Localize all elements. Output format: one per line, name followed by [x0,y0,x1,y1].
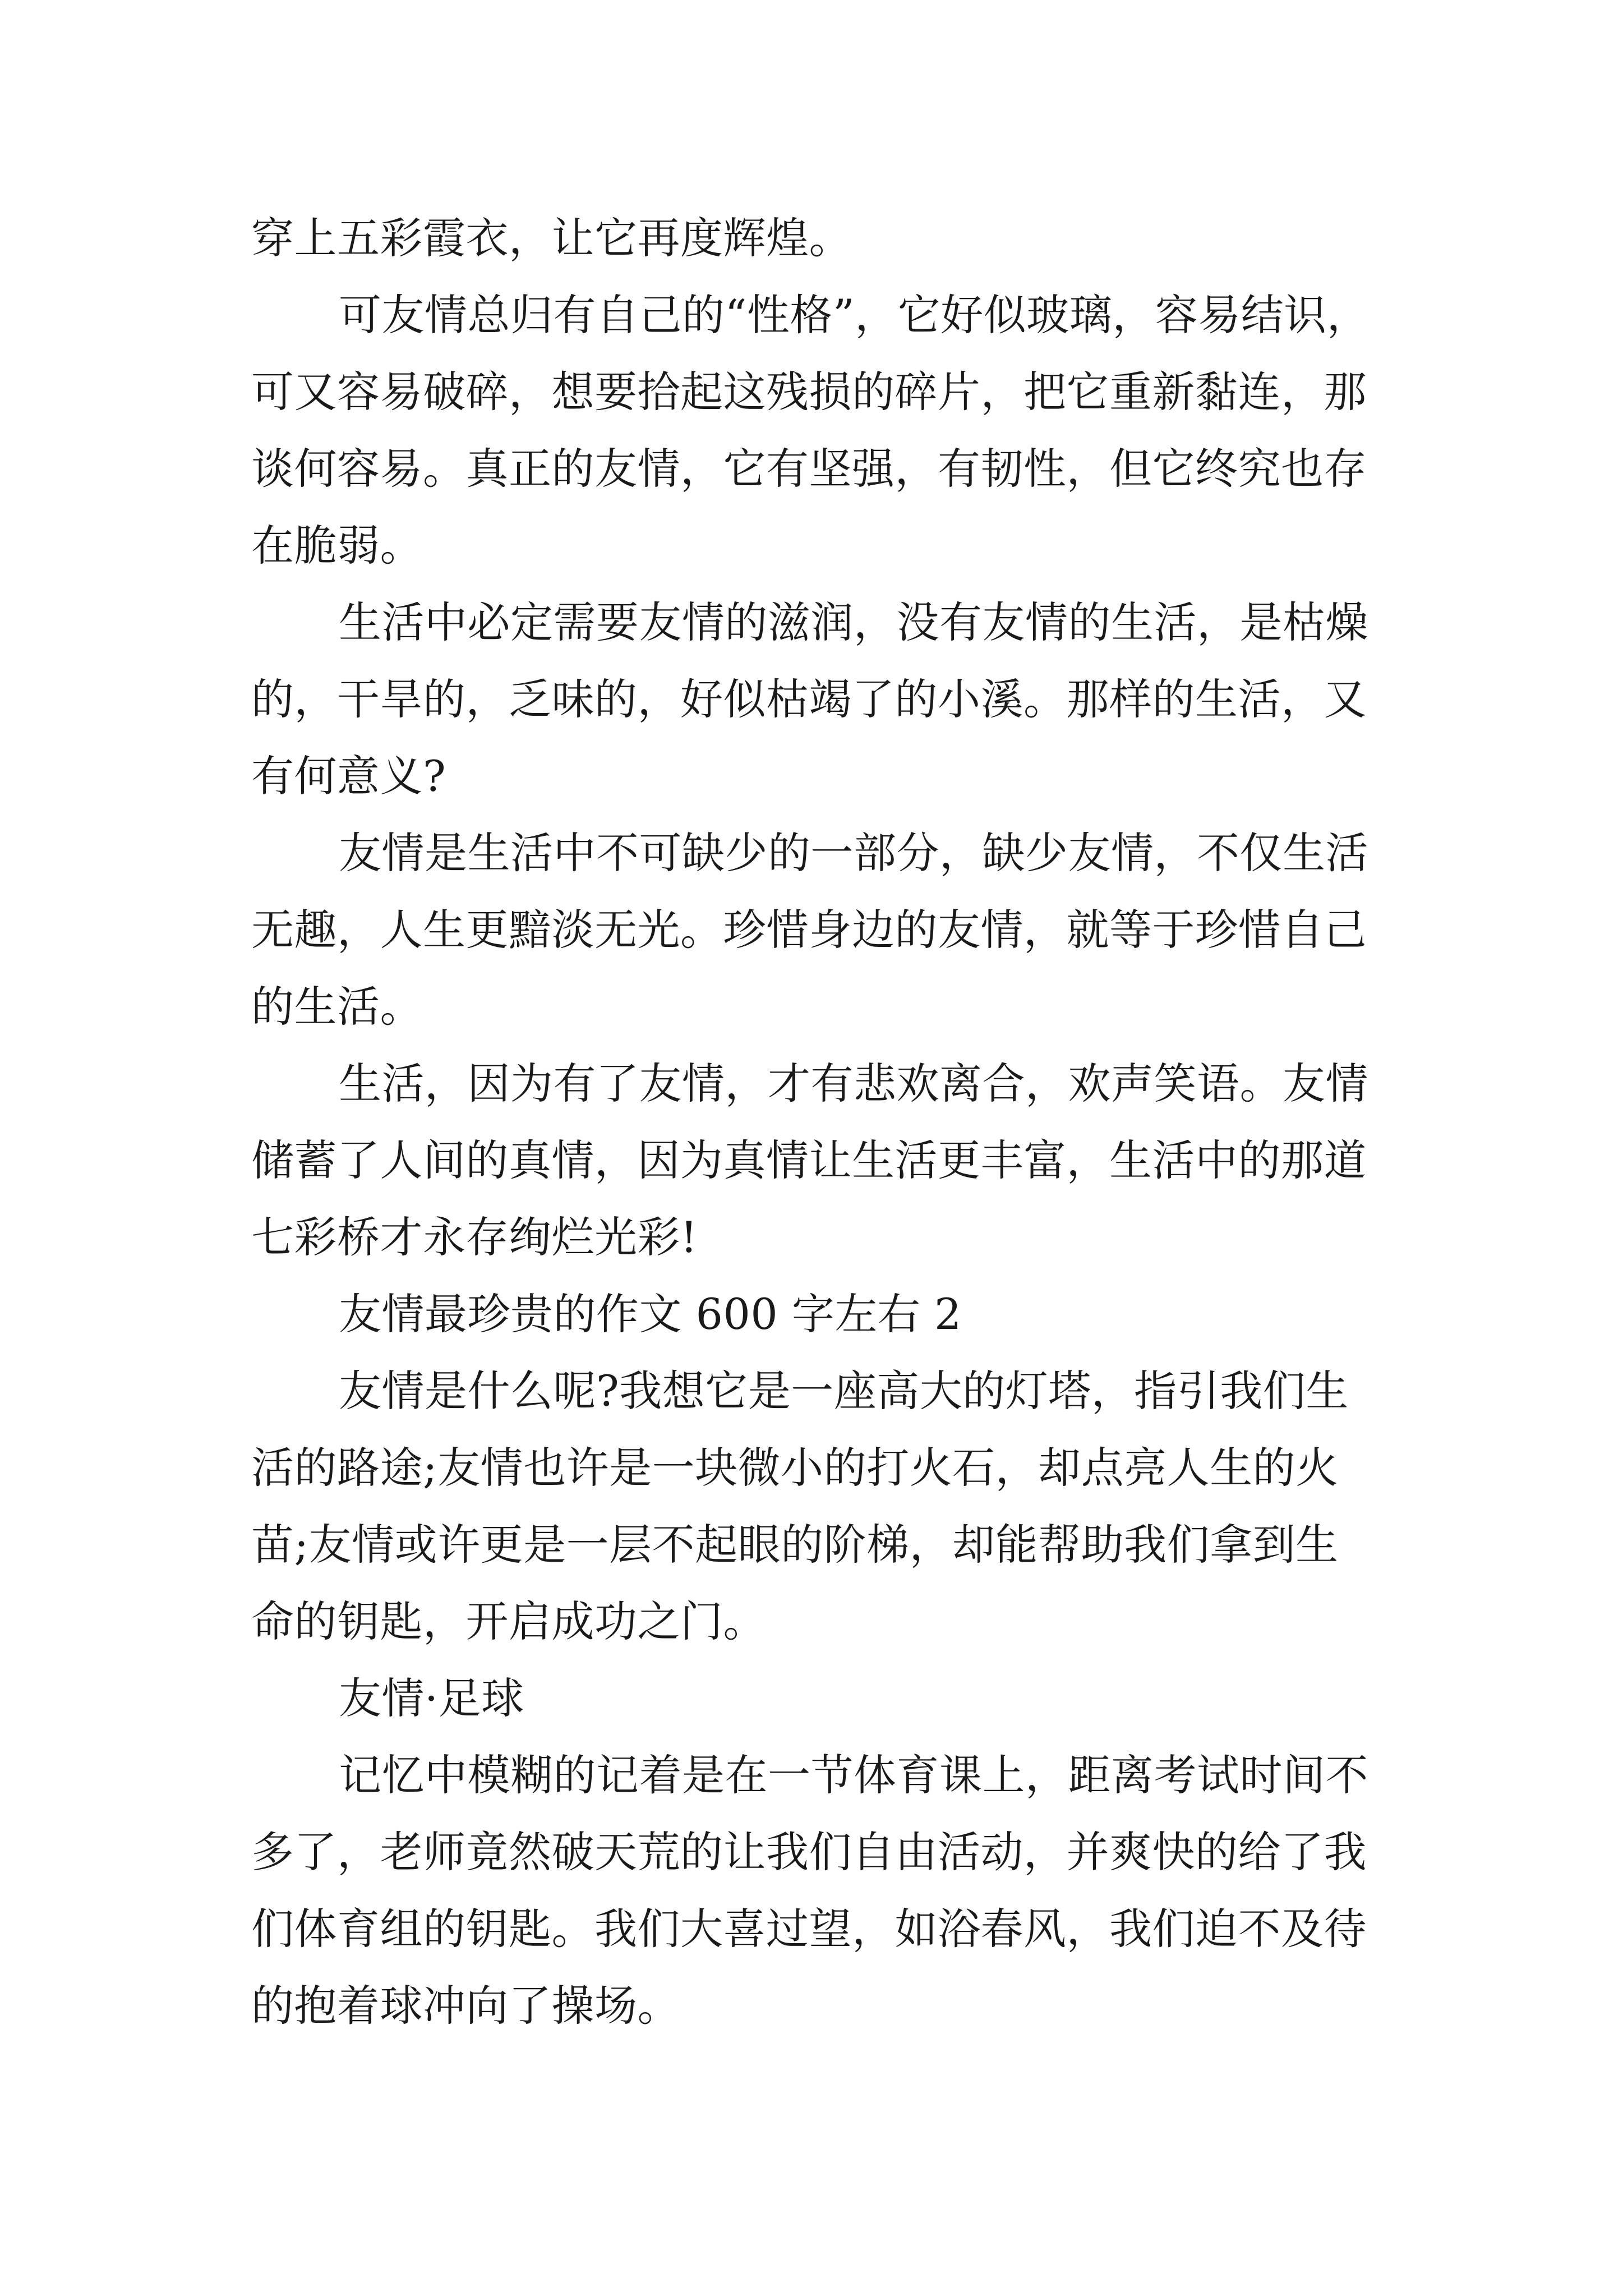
section-subheading: 友情·足球 [339,1673,524,1723]
essay-heading: 友情最珍贵的作文 600 字左右 2 [339,1289,962,1339]
text-line: 可又容易破碎，想要拾起这残损的碎片，把它重新黏连，那 [251,367,1367,417]
body-text [251,200,1401,2044]
text-line: 活的路途;友情也许是一块微小的打火石，却点亮人生的火 [251,1443,1339,1493]
paragraph-start-line: 友情是什么呢?我想它是一座高大的灯塔，指引我们生 [339,1366,1349,1416]
text-line: 在脆弱。 [251,521,423,570]
paragraph-start-line: 生活，因为有了友情，才有悲欢离合，欢声笑语。友情 [339,1059,1368,1108]
text-line: 的抱着球冲向了操场。 [251,1981,680,2031]
text-line: 有何意义? [251,751,446,801]
text-line: 命的钥匙，开启成功之门。 [251,1596,766,1646]
text-line: 的，干旱的，乏味的，好似枯竭了的小溪。那样的生活，又 [251,674,1367,724]
text-line: 储蓄了人间的真情，因为真情让生活更丰富，生活中的那道 [251,1135,1367,1185]
paragraph-start-line: 可友情总归有自己的“性格”，它好似玻璃，容易结识， [339,290,1370,340]
text-line: 苗;友情或许更是一层不起眼的阶梯，却能帮助我们拿到生 [251,1520,1339,1570]
paragraph-start-line: 友情是生活中不可缺少的一部分，缺少友情，不仅生活 [339,828,1368,878]
text-line: 们体育组的钥匙。我们大喜过望，如浴春风，我们迫不及待 [251,1904,1367,1954]
text-line: 七彩桥才永存绚烂光彩! [251,1212,698,1262]
text-line: 无趣，人生更黯淡无光。珍惜身边的友情，就等于珍惜自己 [251,905,1367,955]
paragraph-start-line: 记忆中模糊的记着是在一节体育课上，距离考试时间不 [339,1750,1368,1800]
text-line: 多了，老师竟然破天荒的让我们自由活动，并爽快的给了我 [251,1827,1367,1877]
text-line: 穿上五彩霞衣，让它再度辉煌。 [251,213,852,263]
paragraph-start-line: 生活中必定需要友情的滋润，没有友情的生活，是枯燥 [339,597,1368,647]
text-line: 的生活。 [251,982,423,1032]
text-line: 谈何容易。真正的友情，它有坚强，有韧性，但它终究也存 [251,444,1367,494]
